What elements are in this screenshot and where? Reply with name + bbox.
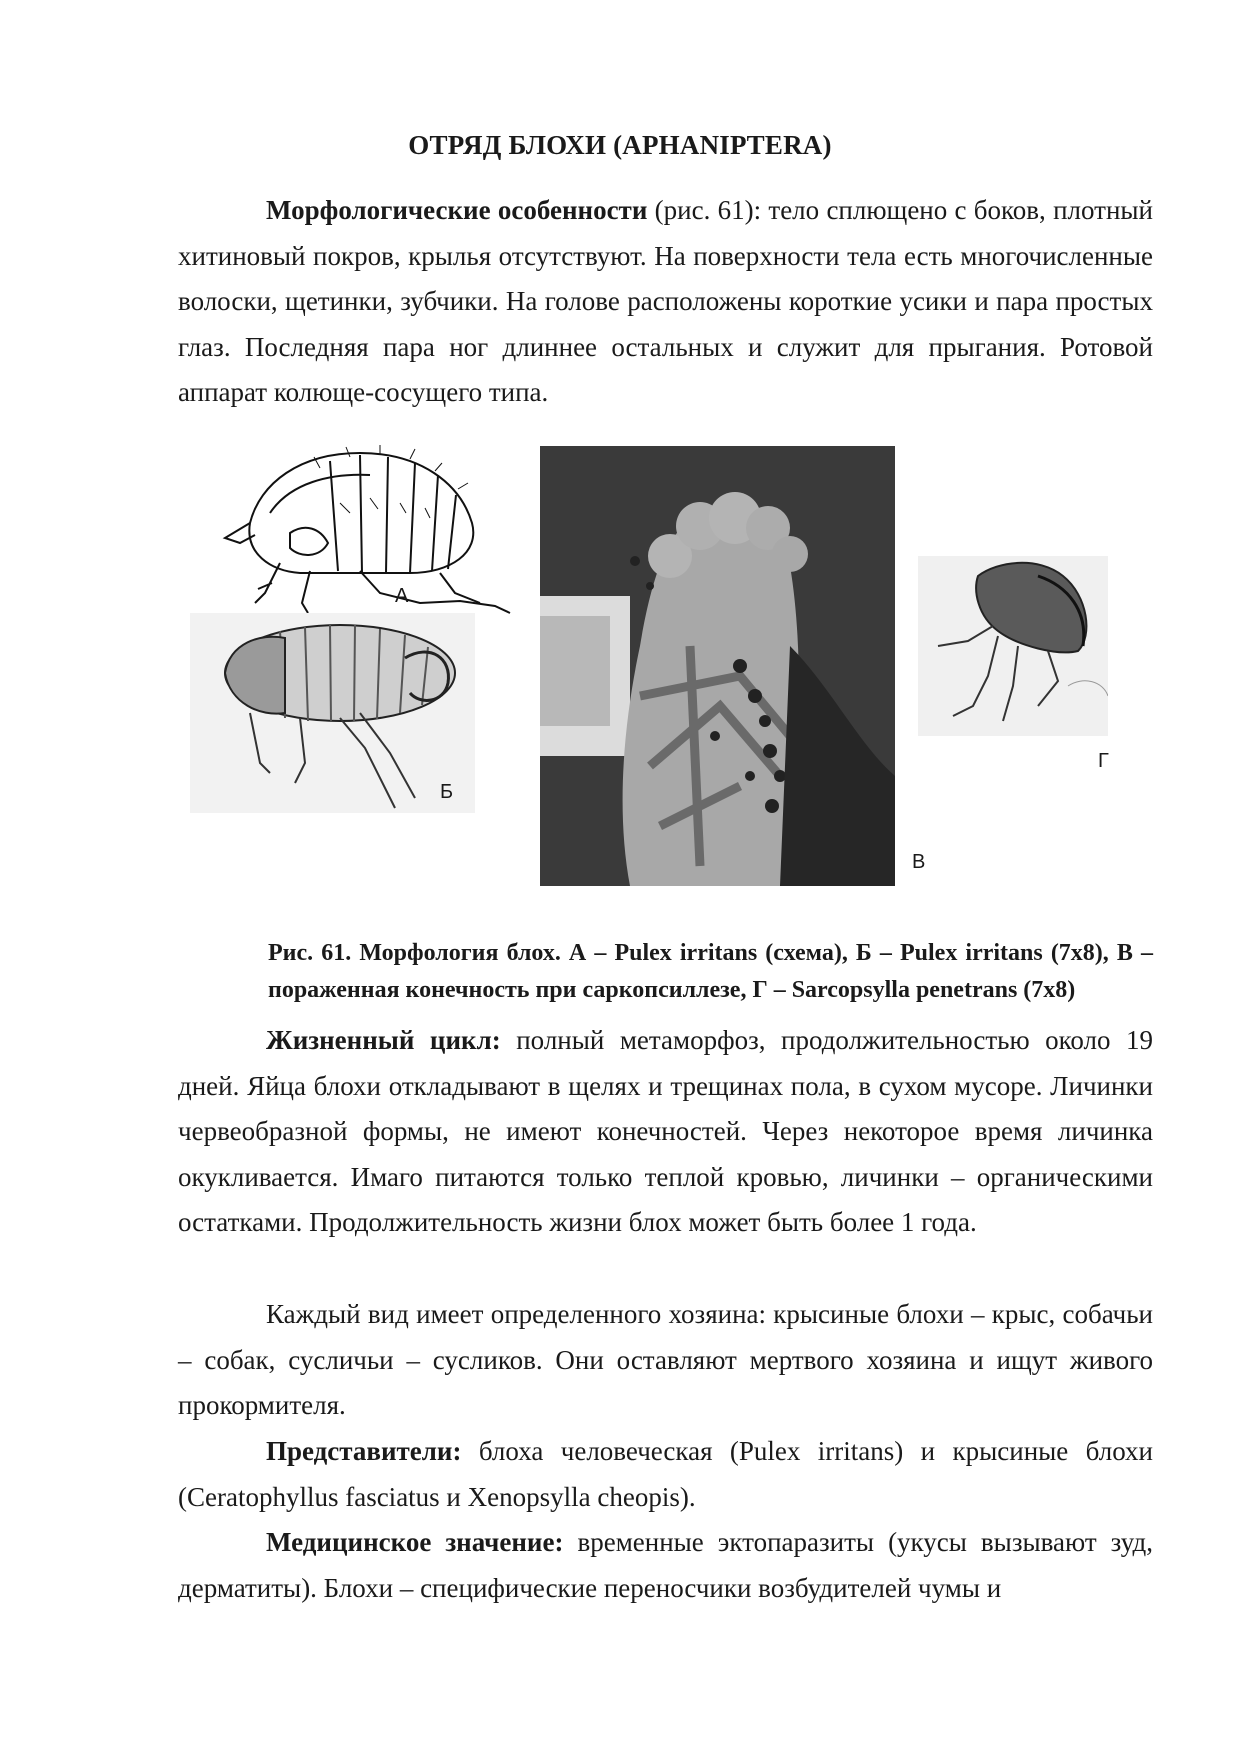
morphology-heading: Морфологические особенности — [266, 195, 648, 225]
panel-label-g: Г — [1098, 750, 1109, 772]
flea-schematic-drawing — [210, 443, 520, 618]
hosts-text: Каждый вид имеет определенного хозяина: крысиные блохи – крыс, собачьи – собак, сусличьи – сусликов. Они оставляют мертвого хозяина и ищут живого прокормителя. — [178, 1299, 1153, 1421]
representatives-text: блоха человеческая (Pulex irritans) и крысиные блохи (Ceratophyllus fasciatus и Xenopsylla cheopis). — [178, 1436, 1153, 1512]
paragraph-representatives — [178, 1429, 1153, 1520]
morphology-text: (рис. 61): тело сплющено с боков, плотный хитиновый покров, крылья отсутствуют. На поверхности тела есть многочисленные волоски, щетинки, зубчики. На голове расположены короткие усики и пара простых глаз. Последняя пара ног длиннее остальных и служит для прыгания. Ротовой аппарат колюще-сосущего типа. — [178, 195, 1153, 408]
affected-foot-photo — [540, 446, 895, 886]
paragraph-hosts — [178, 1292, 1153, 1429]
figure-61 — [190, 413, 1145, 928]
paragraph-life-cycle — [178, 1018, 1153, 1246]
page-title: ОТРЯД БЛОХИ (APHANIPTERA) — [408, 130, 832, 160]
panel-label-b: Б — [440, 781, 454, 803]
life-cycle-text: полный метаморфоз, продолжительностью около 19 дней. Яйца блохи откладывают в щелях и трещинах пола, в сухом мусоре. Личинки червеобразной формы, не имеют конечностей. Через некоторое время личинка окукливается. Имаго питаются только теплой кровью, личинки – органическими остатками. Продолжительность жизни блох может быть более 1 года. — [178, 1025, 1153, 1238]
pulex-irritans-photo — [190, 613, 475, 813]
medical-heading: Медицинское значение: — [266, 1527, 564, 1557]
sarcopsylla-penetrans-photo — [918, 556, 1108, 736]
paragraph-medical — [178, 1520, 1153, 1611]
paragraph-morphology — [178, 188, 1153, 416]
panel-label-v-outer: В — [912, 851, 926, 873]
representatives-heading: Представители: — [266, 1436, 462, 1466]
life-cycle-heading: Жизненный цикл: — [266, 1025, 501, 1055]
medical-text: временные эктопаразиты (укусы вызывают зуд, дерматиты). Блохи – специфические переносчики возбудителей чумы и — [178, 1527, 1154, 1603]
figure-caption: Рис. 61. Морфология блох. А – Pulex irritans (схема), Б – Pulex irritans (7х8), В – пораженная конечность при саркопсиллезе, Г – Sarcopsylla penetrans (7х8) — [268, 940, 1153, 1003]
panel-label-a: А — [395, 585, 409, 607]
